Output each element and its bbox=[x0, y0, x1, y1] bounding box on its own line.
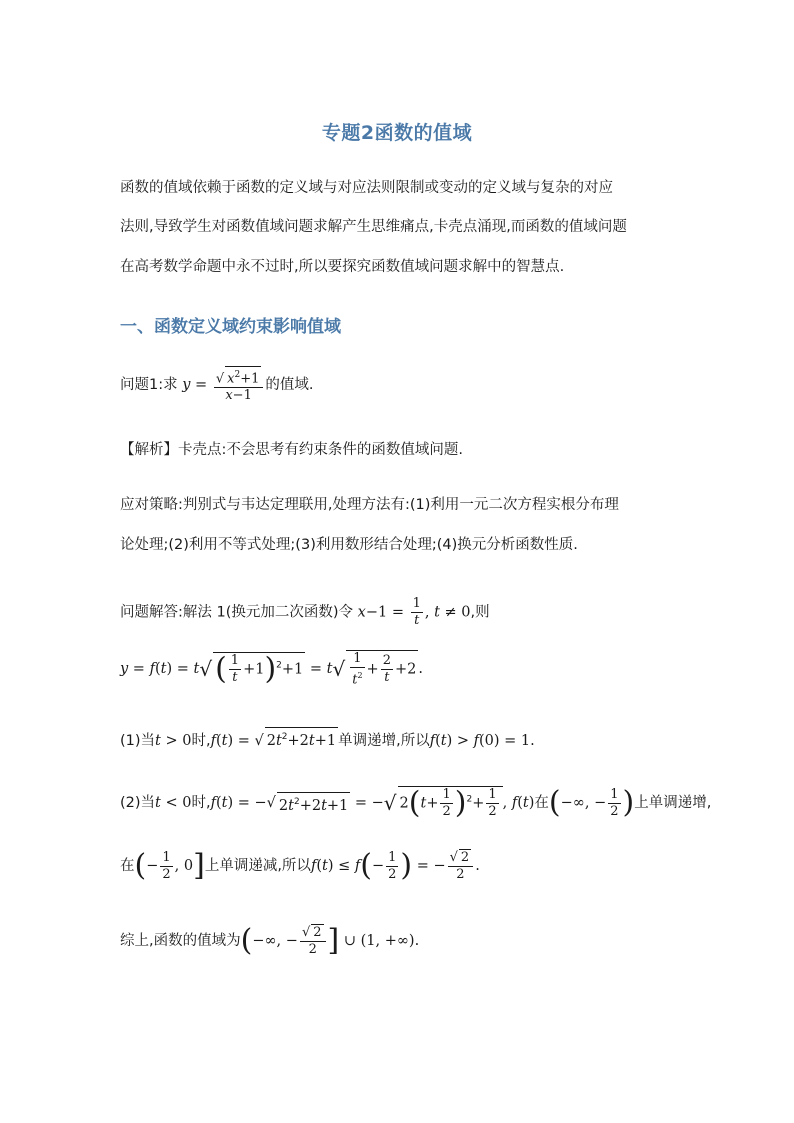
case2-in: 在 bbox=[534, 795, 549, 811]
case2-prefix: (2)当 bbox=[120, 795, 156, 811]
case1-mid: 单调递增,所以 bbox=[338, 732, 430, 749]
analysis-text: 卡壳点:不会思考有约束条件的函数值域问题. bbox=[178, 442, 463, 458]
conclusion-prefix: 综上,函数的值域为 bbox=[120, 933, 241, 949]
intro-line-1: 函数的值域依赖于函数的定义域与对应法则限制或变动的定义域与复杂的对应 bbox=[120, 180, 613, 196]
solution-intro: 问题解答:解法 1(换元加二次函数)令 x−1 = $\frac{1}{t}$ , t ≠ 0,则 bbox=[120, 596, 490, 628]
problem-1: 问题1:求 y = $\frac{√ x^2+1}{x-1}$ 的值域. bbox=[120, 366, 313, 404]
section-heading: 一、函数定义域约束影响值域 bbox=[120, 317, 341, 337]
case-1: (1)当t > 0时,f(t) = √ $2t^2+2t+1$ 单调递增,所以f(t) > f(0) = 1. bbox=[120, 727, 535, 750]
case-2-cont: 在(− $\frac{1}{2}$ , 0]上单调递减,所以f(t) ≤ f(− $\frac{1}{2}$ ) = − $\frac{√ 2}{2}$ . bbox=[120, 848, 480, 883]
strategy-line-1: 应对策略:判别式与韦达定理联用,处理方法有:(1)利用一元二次方程实根分布理 bbox=[120, 497, 619, 513]
case-2: (2)当t < 0时,f(t) = −√ $2t^2+2t+1$ = −√ 2(t+ $\frac{1}{2}$ )$^2$+ $\frac{1}{2}$ , f(t)在(−∞, − $\frac{1}{2}$ )上单调递增, bbox=[120, 785, 712, 821]
intro-line-2: 法则,导致学生对函数值域问题求解产生思维痛点,卡壳点涌现,而函数的值域问题 bbox=[120, 219, 627, 235]
case1-when: 时, bbox=[191, 732, 211, 749]
case3-prefix: 在 bbox=[120, 858, 135, 874]
formula-y: y bbox=[182, 377, 191, 394]
analysis-line bbox=[120, 441, 463, 459]
case3-mid: 上单调递减,所以 bbox=[204, 858, 311, 874]
solution-prefix: 问题解答:解法 1(换元加二次函数)令 bbox=[120, 604, 354, 621]
intro-line-3: 在高考数学命题中永不过时,所以要探究函数值域问题求解中的智慧点. bbox=[120, 259, 565, 275]
fraction-one-over-t: $\frac{1}{t}$ bbox=[412, 596, 421, 628]
case2-inc: 上单调递增, bbox=[634, 795, 712, 811]
case1-prefix: (1)当 bbox=[120, 732, 156, 749]
analysis-label: 【解析】 bbox=[120, 442, 178, 458]
conclusion: 综上,函数的值域为(−∞, − $\frac{√ 2}{2}$ ] ∪ (1, +∞). bbox=[120, 923, 420, 958]
fraction-sqrt-over-x-minus-1: $\frac{√ x^2+1}{x-1}$ bbox=[214, 366, 264, 404]
formula-f-of-t: y = f(t) = t√ ( $\frac{1}{t}$ +1)$^2$+1 = t√ $\frac{1}{t^2}$ + $\frac{2}{t}$ +2 . bbox=[120, 651, 423, 688]
page-title: 专题2函数的值域 bbox=[321, 122, 473, 144]
solution-then: ,则 bbox=[470, 604, 490, 621]
problem-suffix: 的值域. bbox=[265, 377, 314, 394]
problem-prefix: 问题1:求 bbox=[120, 377, 178, 394]
strategy-line-2: 论处理;(2)利用不等式处理;(3)利用数形结合处理;(4)换元分析函数性质. bbox=[120, 537, 578, 553]
case2-when: 时, bbox=[191, 795, 211, 811]
